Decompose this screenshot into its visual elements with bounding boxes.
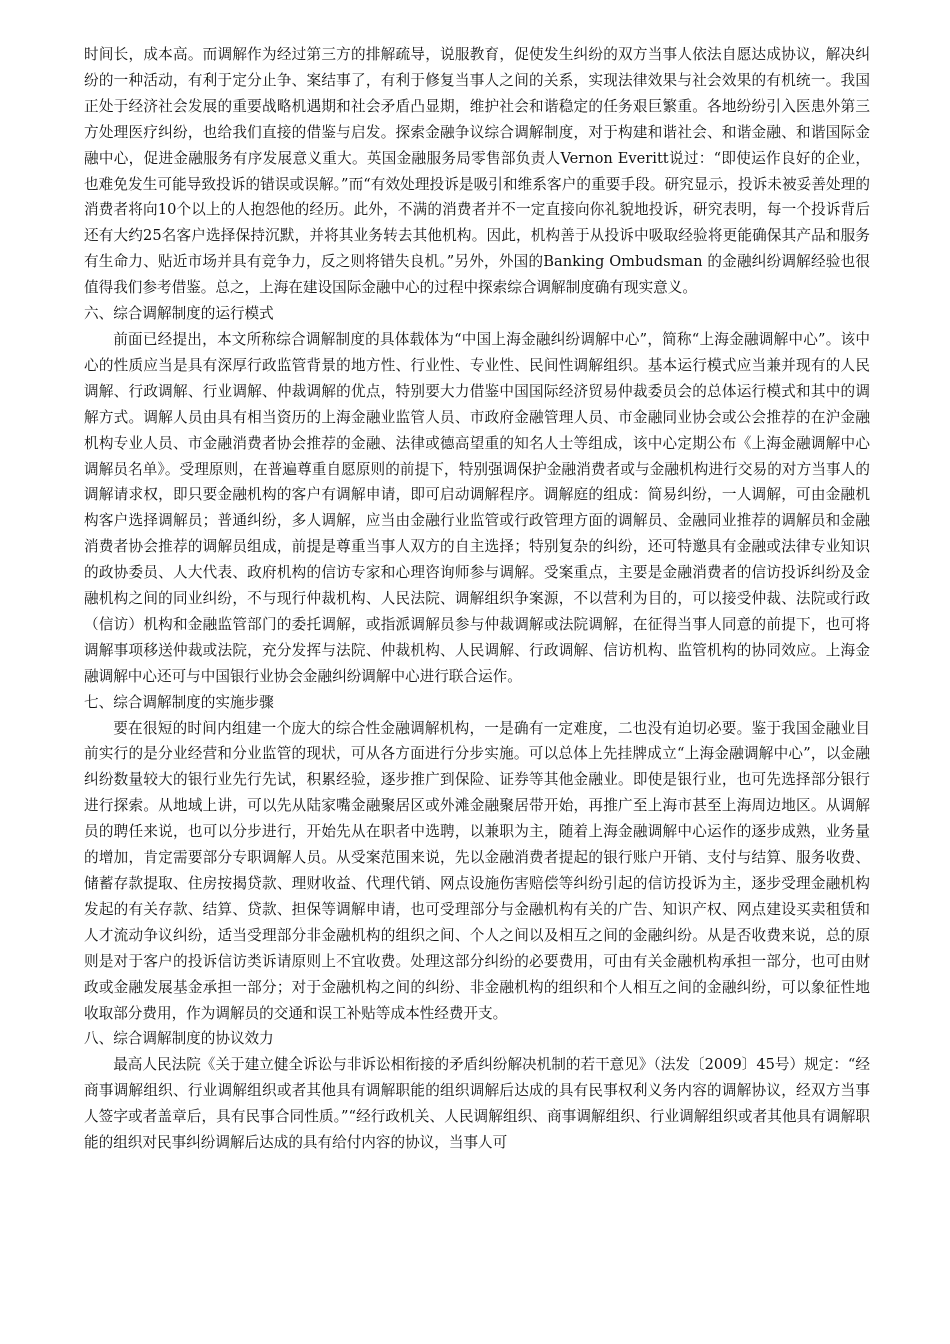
section-heading-6: 六、综合调解制度的运行模式 xyxy=(84,305,274,323)
section-heading-8: 八、综合调解制度的协议效力 xyxy=(84,1030,274,1048)
paragraph-implementation-steps: 要在很短的时间内组建一个庞大的综合性金融调解机构，一是确有一定难度，二也没有迫切必要。鉴于我国金融业目前实行的是分业经营和分业监管的现状，可从各方面进行分步实施。可以总体上先挂牌成立“上海金融调解中心”，以金融纠纷数量较大的银行业先行先试，积累经验，逐步推广到保险、证券等其他金融业。即使是银行业，也可先选择部分银行进行探索。从地域上讲，可以先从陆家嘴金融聚居区或外滩金融聚居带开始，再推广至上海市甚至上海周边地区。从调解员的聘任来说，也可以分步进行，开始先从在职者中选聘，以兼职为主，随着上海金融调解中心运作的逐步成熟，业务量的增加，肯定需要部分专职调解人员。从受案范围来说，先以金融消费者提起的银行账户开销、支付与结算、服务收费、储蓄存款提取、住房按揭贷款、理财收益、代理代销、网点设施伤害赔偿等纠纷引起的信访投诉为主，逐步受理金融机构发起的有关存款、结算、贷款、担保等调解申请，也可受理部分与金融机构有关的广告、知识产权、网点建设买卖租赁和人才流动争议纠纷，适当受理部分非金融机构的组织之间、个人之间以及相互之间的金融纠纷。从是否收费来说，总的原则是对于客户的投诉信访类诉请原则上不宜收费。处理这部分纠纷的必要费用，可由有关金融机构承担一部分，也可由财政或金融发展基金承担一部分；对于金融机构之间的纠纷、非金融机构的组织和个人相互之间的金融纠纷，可以象征性地收取部分费用，作为调解员的交通和误工补贴等成本性经费开支。 xyxy=(84,719,870,1022)
section-heading-7: 七、综合调解制度的实施步骤 xyxy=(84,693,274,711)
document-page xyxy=(84,42,870,1156)
paragraph-intro: 时间长，成本高。而调解作为经过第三方的排解疏导，说服教育，促使发生纠纷的双方当事人依法自愿达成协议，解决纠纷的一种活动，有利于定分止争、案结事了，有利于修复当事人之间的关系，实现法律效果与社会效果的有机统一。我国正处于经济社会发展的重要战略机遇期和社会矛盾凸显期，维护社会和谐稳定的任务艰巨繁重。各地纷纷引入医患外第三方处理医疗纠纷，也给我们直接的借鉴与启发。探索金融争议综合调解制度，对于构建和谐社会、和谐金融、和谐国际金融中心，促进金融服务有序发展意义重大。英国金融服务局零售部负责人Vernon Everitt说过：“即使运作良好的企业，也难免发生可能导致投诉的错误或误解。”而“有效处理投诉是吸引和维系客户的重要手段。研究显示，投诉未被妥善处理的消费者将向10个以上的人抱怨他的经历。此外，不满的消费者并不一定直接向你礼貌地投诉，研究表明，每一个投诉背后还有大约25名客户选择保持沉默，并将其业务转去其他机构。因此，机构善于从投诉中吸取经验将更能确保其产品和服务有生命力、贴近市场并具有竞争力，反之则将错失良机。”另外，外国的Banking Ombudsman 的金融纠纷调解经验也很值得我们参考借鉴。总之，上海在建设国际金融中心的过程中探索综合调解制度确有现实意义。 xyxy=(84,46,870,297)
paragraph-operating-model: 前面已经提出，本文所称综合调解制度的具体载体为“中国上海金融纠纷调解中心”，简称“上海金融调解中心”。该中心的性质应当是具有深厚行政监管背景的地方性、行业性、专业性、民间性调解组织。基本运行模式应当兼并现有的人民调解、行政调解、行业调解、仲裁调解的优点，特别要大力借鉴中国国际经济贸易仲裁委员会的总体运行模式和其中的调解方式。调解人员由具有相当资历的上海金融业监管人员、市政府金融管理人员、市金融同业协会或公会推荐的在沪金融机构专业人员、市金融消费者协会推荐的金融、法律或德高望重的知名人士等组成，该中心定期公布《上海金融调解中心调解员名单》。受理原则，在普遍尊重自愿原则的前提下，特别强调保护金融消费者或与金融机构进行交易的对方当事人的调解请求权，即只要金融机构的客户有调解申请，即可启动调解程序。调解庭的组成：简易纠纷，一人调解，可由金融机构客户选择调解员；普通纠纷，多人调解，应当由金融行业监管或行政管理方面的调解员、金融同业推荐的调解员和金融消费者协会推荐的调解员组成，前提是尊重当事人双方的自主选择；特别复杂的纠纷，还可特邀具有金融或法律专业知识的政协委员、人大代表、政府机构的信访专家和心理咨询师参与调解。受案重点，主要是金融消费者的信访投诉纠纷及金融机构之间的同业纠纷，不与现行仲裁机构、人民法院、调解组织争案源，不以营利为目的，可以接受仲裁、法院或行政（信访）机构和金融监管部门的委托调解，或指派调解员参与仲裁调解或法院调解，在征得当事人同意的前提下，也可将调解事项移送仲裁或法院，充分发挥与法院、仲裁机构、人民调解、行政调解、信访机构、监管机构的协同效应。上海金融调解中心还可与中国银行业协会金融纠纷调解中心进行联合运作。 xyxy=(84,330,870,685)
paragraph-agreement-effect: 最高人民法院《关于建立健全诉讼与非诉讼相衔接的矛盾纠纷解决机制的若干意见》（法发〔2009〕45号）规定：“经商事调解组织、行业调解组织或者其他具有调解职能的组织调解后达成的具有民事权利义务内容的调解协议，经双方当事人签字或者盖章后，具有民事合同性质。”“经行政机关、人民调解组织、商事调解组织、行业调解组织或者其他具有调解职能的组织对民事纠纷调解后达成的具有给付内容的协议，当事人可 xyxy=(84,1056,871,1152)
